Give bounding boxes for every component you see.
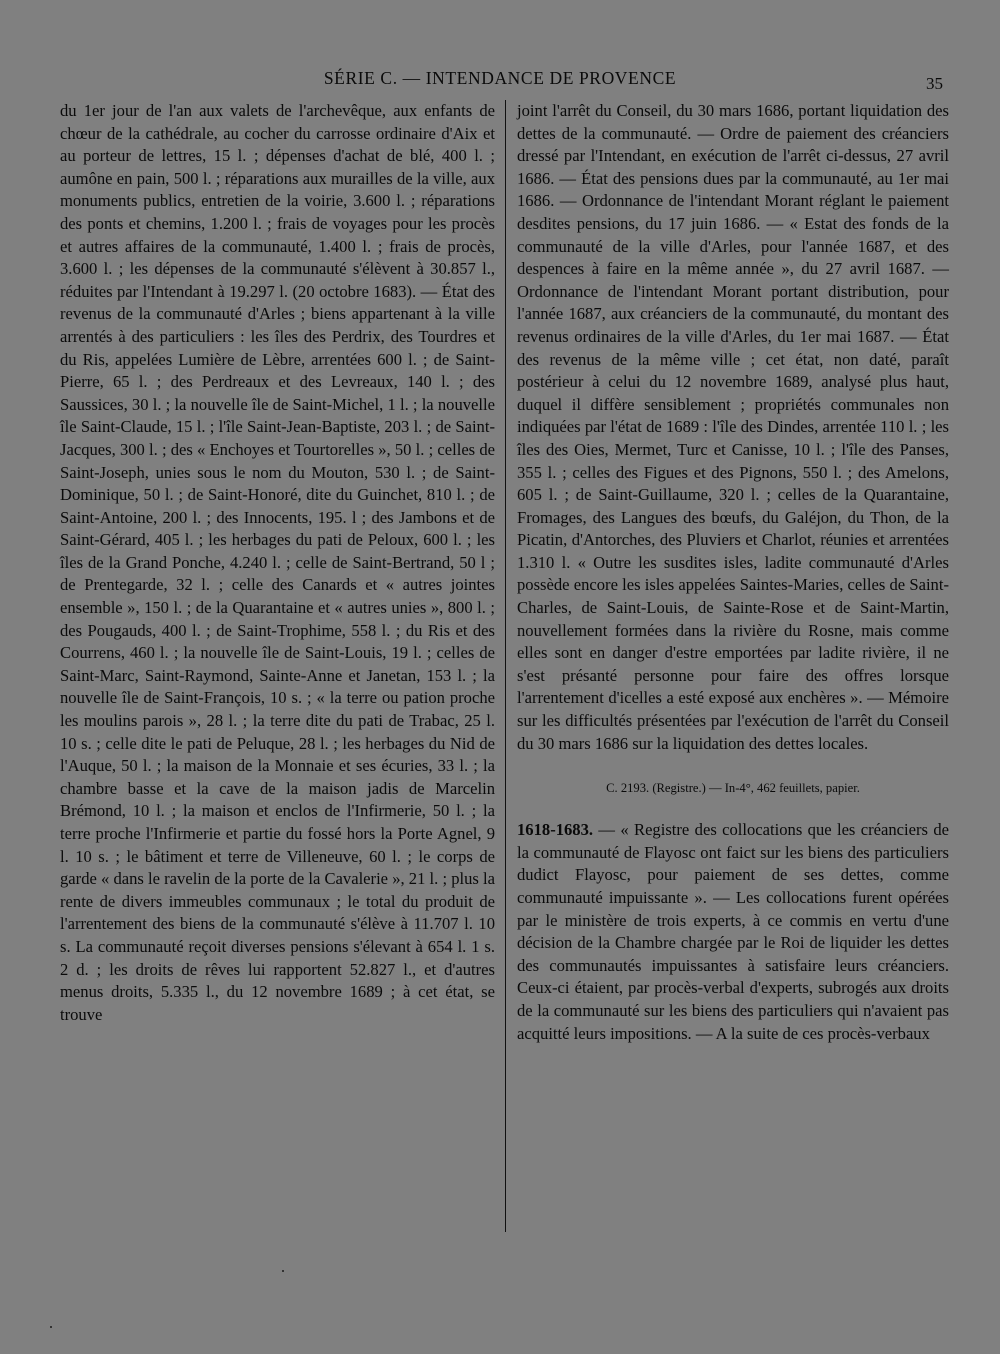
left-column <box>60 100 495 1026</box>
shelfmark-line: C. 2193. (Registre.) — In-4°, 462 feuillets, papier. <box>606 781 860 796</box>
running-header: SÉRIE C. — INTENDANCE DE PROVENCE <box>323 68 677 88</box>
scan-speck <box>50 1326 52 1328</box>
right-column <box>517 100 949 1045</box>
entry-text: — « Registre des collocations que les créanciers de la communauté de Flayosc ont faict sur les biens des particuliers dudict Flayosc, pour paiement de ses dettes, comme communauté impuissante ». — Les collocations furent opérées par le ministère de trois experts, à ce commis en vertu d'une décision de la Chambre chargée par le Roi de liquider les dettes des communautés impuissantes à satisfaire leurs créanciers. Ceux-ci étaient, par procès-verbal d'experts, subrogés aux droits de la communauté sur les biens des particuliers qui n'avaient pas acquitté leurs impositions. — A la suite de ces procès-verbaux <box>517 820 949 1043</box>
right-paragraph-1: joint l'arrêt du Conseil, du 30 mars 1686, portant liquidation des dettes de la communauté. — Ordre de paiement des créanciers dressé par l'Intendant, en exécution de l'arrêt ci-dessus, 27 avril 1686. — État des pensions dues par la communauté, au 1er mai 1686. — Ordonnance de l'intendant Morant réglant le paiement desdites pensions, du 17 juin 1686. — « Estat des fonds de la communauté de la ville d'Arles, pour l'année 1687, et des despences à faire en la même année », du 27 avril 1687. — Ordonnance de l'intendant Morant portant distribution, pour l'année 1687, aux créanciers de la communauté, du montant des revenus ordinaires de la ville d'Arles, du 1er mai 1687. — État des revenus de la même ville ; cet état, non daté, paraît postérieur à celui du 12 novembre 1689, analysé plus haut, duquel il diffère sensiblement ; propriétés communales non indiquées par l'état de 1689 : l'île des Dindes, arrentée 110 l. ; les îles des Oies, Mermet, Turc et Canisse, 10 l. ; l'île des Panses, 355 l. ; celles des Figues et des Pignons, 550 l. ; des Amelons, 605 l. ; de Saint-Guillaume, 320 l. ; celles de la Quarantaine, Fromages, des Langues des bœufs, du Galéjon, du Thon, de la Picatin, d'Antorches, des Pluviers et Charlot, réunies et arrentées 1.310 l. « Outre les susdites isles, ladite communauté d'Arles possède encore les isles appelées Saintes-Maries, celles de Saint-Charles, de Saint-Louis, de Sainte-Rose et de Saint-Martin, nouvellement formées dans la rivière du Rosne, mais comme elles sont en danger d'estre emportées par ladite rivière, il ne s'est présanté personne pour faire des offres lorsque l'arrentement d'icelles a esté exposé aux enchères ». — Mémoire sur les difficultés présentées par l'exécution de l'arrêt du Conseil du 30 mars 1686 sur la liquidation des dettes locales. <box>517 101 949 753</box>
column-divider <box>505 100 506 1232</box>
left-column-text: du 1er jour de l'an aux valets de l'archevêque, aux enfants de chœur de la cathédrale, au cocher du carrosse ordinaire d'Aix et au porteur de lettres, 15 l. ; dépenses d'achat de blé, 400 l. ; aumône en pain, 500 l. ; réparations aux murailles de la ville, aux monuments publics, entretien de la voirie, 3.600 l. ; réparations des ponts et chemins, 1.200 l. ; frais de voyages pour les procès et autres affaires de la communauté, 1.400 l. ; frais de procès, 3.600 l. ; les dépenses de la communauté s'élèvent à 30.857 l., réduites par l'Intendant à 19.297 l. (20 octobre 1683). — État des revenus de la communauté d'Arles ; biens appartenant à la ville arrentés à des particuliers : les îles des Perdrix, des Tourdres et du Ris, appelées Lumière de Lèbre, arrentées 600 l. ; de Saint-Pierre, 65 l. ; des Perdreaux et des Levreaux, 140 l. ; des Saussices, 30 l. ; la nouvelle île de Saint-Michel, 1 l. ; la nouvelle île Saint-Claude, 15 l. ; l'île Saint-Jean-Baptiste, 203 l. ; de Saint-Jacques, 300 l. ; des « Enchoyes et Tourtorelles », 50 l. ; celles de Saint-Joseph, unies sous le nom du Mouton, 530 l. ; de Saint-Dominique, 50 l. ; de Saint-Honoré, dite du Guinchet, 810 l. ; de Saint-Antoine, 200 l. ; des Innocents, 195. l ; des Jambons et de Saint-Gérard, 405 l. ; les herbages du pati de Peloux, 600 l. ; les îles de la Grand Ponche, 4.240 l. ; celle de Saint-Bertrand, 50 l ; de Prentegarde, 32 l. ; celle des Canards et « autres jointes ensemble », 150 l. ; de la Quarantaine et « autres unies », 800 l. ; des Pougauds, 400 l. ; de Saint-Trophime, 558 l. ; du Ris et des Courrens, 460 l. ; la nouvelle île de Saint-Louis, 19 l. ; celles de Saint-Marc, Saint-Raymond, Sainte-Anne et Janetan, 153 l. ; la nouvelle île de Saint-François, 10 s. ; « la terre ou pation proche les moulins parois », 28 l. ; la terre dite du pati de Trabac, 25 l. 10 s. ; celle dite le pati de Peluque, 28 l. ; les herbages du Nid de l'Auque, 50 l. ; la maison de la Monnaie et ses écuries, 33 l. ; la chambre basse et la cave de la maison jadis de Marcelin Brémond, 10 l. ; la maison et enclos de l'Infirmerie, 50 l. ; la terre proche l'Infirmerie et partie du fossé hors la Porte Agnel, 9 l. 10 s. ; le bâtiment et terre de Villeneuve, 60 l. ; le corps de garde « dans le ravelin de la porte de la Cavalerie », 21 l. ; plus la rente de divers immeubles communaux ; le total du produit de l'arrentement des biens de la communauté s'élève à 11.707 l. 10 s. La communauté reçoit diverses pensions s'élevant à 654 l. 1 s. 2 d. ; les droits de rêves lui rapportent 52.827 l., et d'autres menus droits, 5.335 l., du 12 novembre 1689 ; à cet état, se trouve <box>60 101 495 1024</box>
right-paragraph-2 <box>517 819 949 1045</box>
page-number: 35 <box>926 74 943 93</box>
scan-speck <box>282 1270 284 1272</box>
entry-dates: 1618-1683. <box>517 820 594 840</box>
